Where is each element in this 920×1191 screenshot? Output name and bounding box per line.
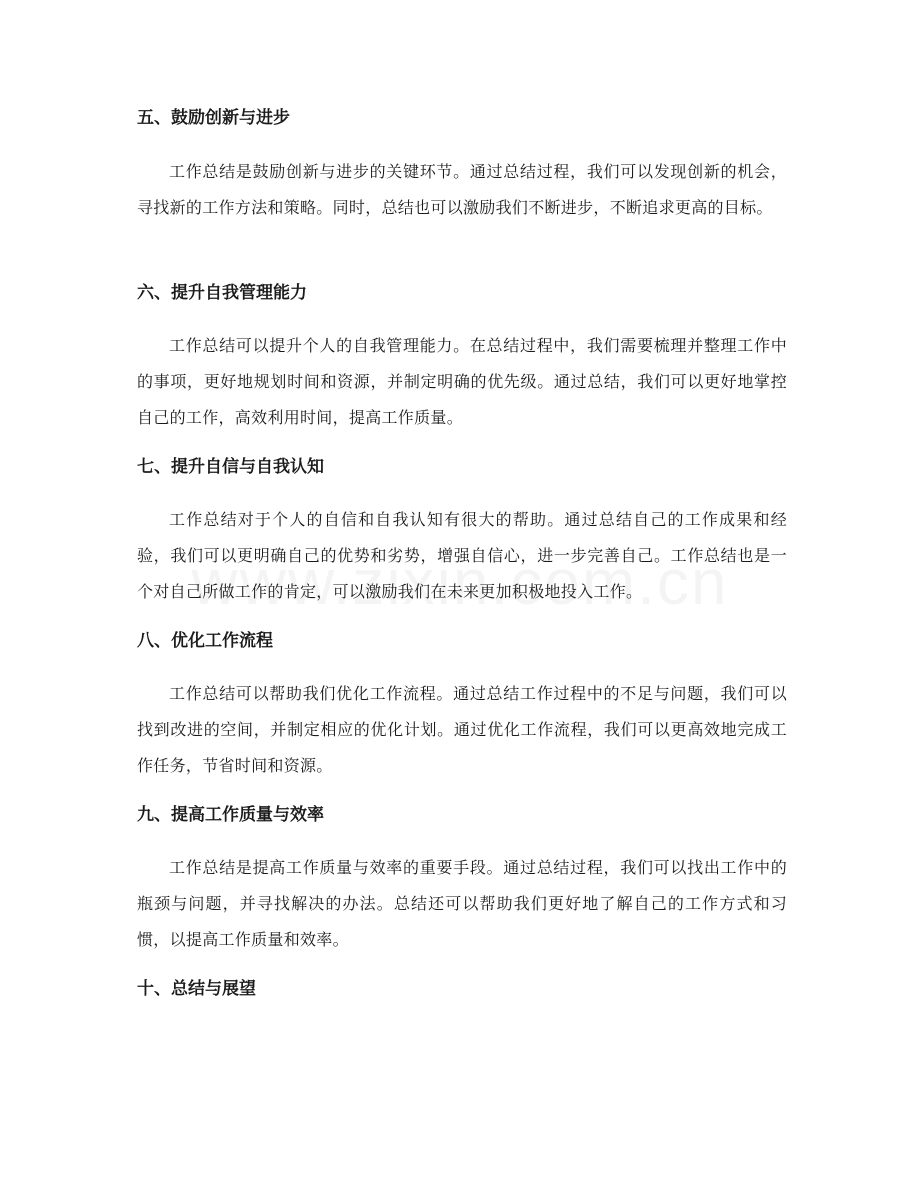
section-9 [137,798,787,972]
section-8 [137,624,787,798]
section-heading: 九、提高工作质量与效率 [137,805,324,825]
section-6 [137,276,787,450]
document-content [137,101,787,1006]
section-paragraph: 工作总结可以帮助我们优化工作流程。通过总结工作过程中的不足与问题，我们可以找到改进的空间，并制定相应的优化计划。通过优化工作流程，我们可以更高效地完成工作任务，节省时间和资源。 [137,684,787,775]
section-paragraph: 工作总结可以提升个人的自我管理能力。在总结过程中，我们需要梳理并整理工作中的事项，更好地规划时间和资源，并制定明确的优先级。通过总结，我们可以更好地掌控自己的工作，高效利用时间，提高工作质量。 [137,336,787,427]
section-paragraph: 工作总结是提高工作质量与效率的重要手段。通过总结过程，我们可以找出工作中的瓶颈与问题，并寻找解决的办法。总结还可以帮助我们更好地了解自己的工作方式和习惯，以提高工作质量和效率。 [137,858,787,949]
section-heading: 八、优化工作流程 [137,631,273,651]
section-heading: 七、提升自信与自我认知 [137,457,324,477]
section-7 [137,450,787,624]
section-heading: 十、总结与展望 [137,979,256,999]
section-10 [137,972,787,1006]
section-paragraph: 工作总结对于个人的自信和自我认知有很大的帮助。通过总结自己的工作成果和经验，我们可以更明确自己的优势和劣势，增强自信心，进一步完善自己。工作总结也是一个对自己所做工作的肯定，可以激励我们在未来更加积极地投入工作。 [137,510,787,601]
section-heading: 六、提升自我管理能力 [137,283,307,303]
section-heading: 五、鼓励创新与进步 [137,108,290,128]
section-paragraph: 工作总结是鼓励创新与进步的关键环节。通过总结过程，我们可以发现创新的机会，寻找新的工作方法和策略。同时，总结也可以激励我们不断进步，不断追求更高的目标。 [137,162,787,217]
section-5 [137,101,787,276]
